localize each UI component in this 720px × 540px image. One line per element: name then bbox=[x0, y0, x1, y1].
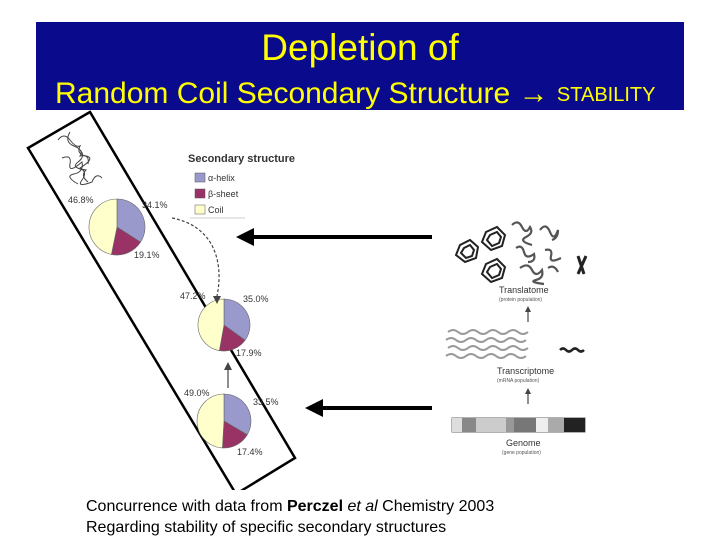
legend-swatch-helix bbox=[195, 173, 205, 182]
arrow-icon: → bbox=[518, 77, 549, 110]
genome-bar bbox=[452, 418, 585, 432]
et-al: et al bbox=[343, 498, 378, 515]
figure bbox=[0, 110, 720, 490]
author-name: Perczel bbox=[286, 498, 344, 515]
legend bbox=[190, 173, 245, 218]
caption bbox=[86, 496, 494, 538]
up-arrow-transcription bbox=[525, 388, 531, 394]
legend-label-sheet: β-sheet bbox=[208, 189, 239, 199]
legend-swatch-sheet bbox=[195, 189, 205, 198]
pie-chart-2 bbox=[198, 299, 250, 351]
pie1-coil-label: 46.8% bbox=[68, 195, 94, 205]
pie3-helix-label: 33.5% bbox=[253, 397, 279, 407]
transcriptome-label: Transcriptome bbox=[497, 366, 555, 376]
genome-sublabel: (gene population) bbox=[502, 450, 541, 456]
title-line-1: Depletion of bbox=[261, 27, 459, 68]
title-main: Random Coil Secondary Structure bbox=[55, 77, 511, 110]
caption-line-1: Concurrence with data from Perczel et al Chemistry 2003 bbox=[86, 498, 495, 515]
pie3-slice-coil bbox=[197, 394, 224, 448]
pie1-sheet-label: 19.1% bbox=[134, 250, 160, 260]
translatome-sublabel: (protein population) bbox=[499, 297, 543, 303]
pie3-sheet-label: 17.4% bbox=[237, 447, 263, 457]
title-stability: STABILITY bbox=[556, 84, 656, 106]
genome-label: Genome bbox=[506, 438, 541, 448]
pie-chart-1 bbox=[89, 199, 145, 255]
pie2-coil-label: 47.2% bbox=[180, 291, 206, 301]
pie-chart-3 bbox=[197, 394, 251, 448]
random-coil-icon bbox=[58, 132, 102, 185]
protein-structures-icon bbox=[456, 222, 586, 284]
legend-swatch-coil bbox=[195, 205, 205, 214]
transcriptome-sublabel: (mRNA population) bbox=[497, 378, 540, 384]
pie2-sheet-label: 17.9% bbox=[236, 348, 262, 358]
translatome-label: Translatome bbox=[499, 285, 549, 295]
legend-label-coil: Coil bbox=[208, 205, 224, 215]
pie3-coil-label: 49.0% bbox=[184, 388, 210, 398]
up-arrow-translation bbox=[525, 306, 531, 312]
dashed-connector-arrow bbox=[172, 218, 219, 296]
legend-title: Secondary structure bbox=[188, 153, 295, 165]
arrow-to-pie3 bbox=[305, 399, 432, 417]
mrna-icon bbox=[446, 330, 528, 358]
title-line-2 bbox=[55, 76, 685, 113]
pie2-helix-label: 35.0% bbox=[243, 294, 269, 304]
arrow-to-pie2 bbox=[236, 228, 432, 246]
caption-line-2: Regarding stability of specific secondary structures bbox=[86, 519, 447, 536]
legend-label-helix: α-helix bbox=[208, 173, 235, 183]
single-mrna-icon bbox=[560, 349, 584, 352]
pie2-slice-coil bbox=[198, 299, 224, 351]
pie1-helix-label: 34.1% bbox=[142, 200, 168, 210]
pie1-slice-coil bbox=[89, 199, 117, 254]
